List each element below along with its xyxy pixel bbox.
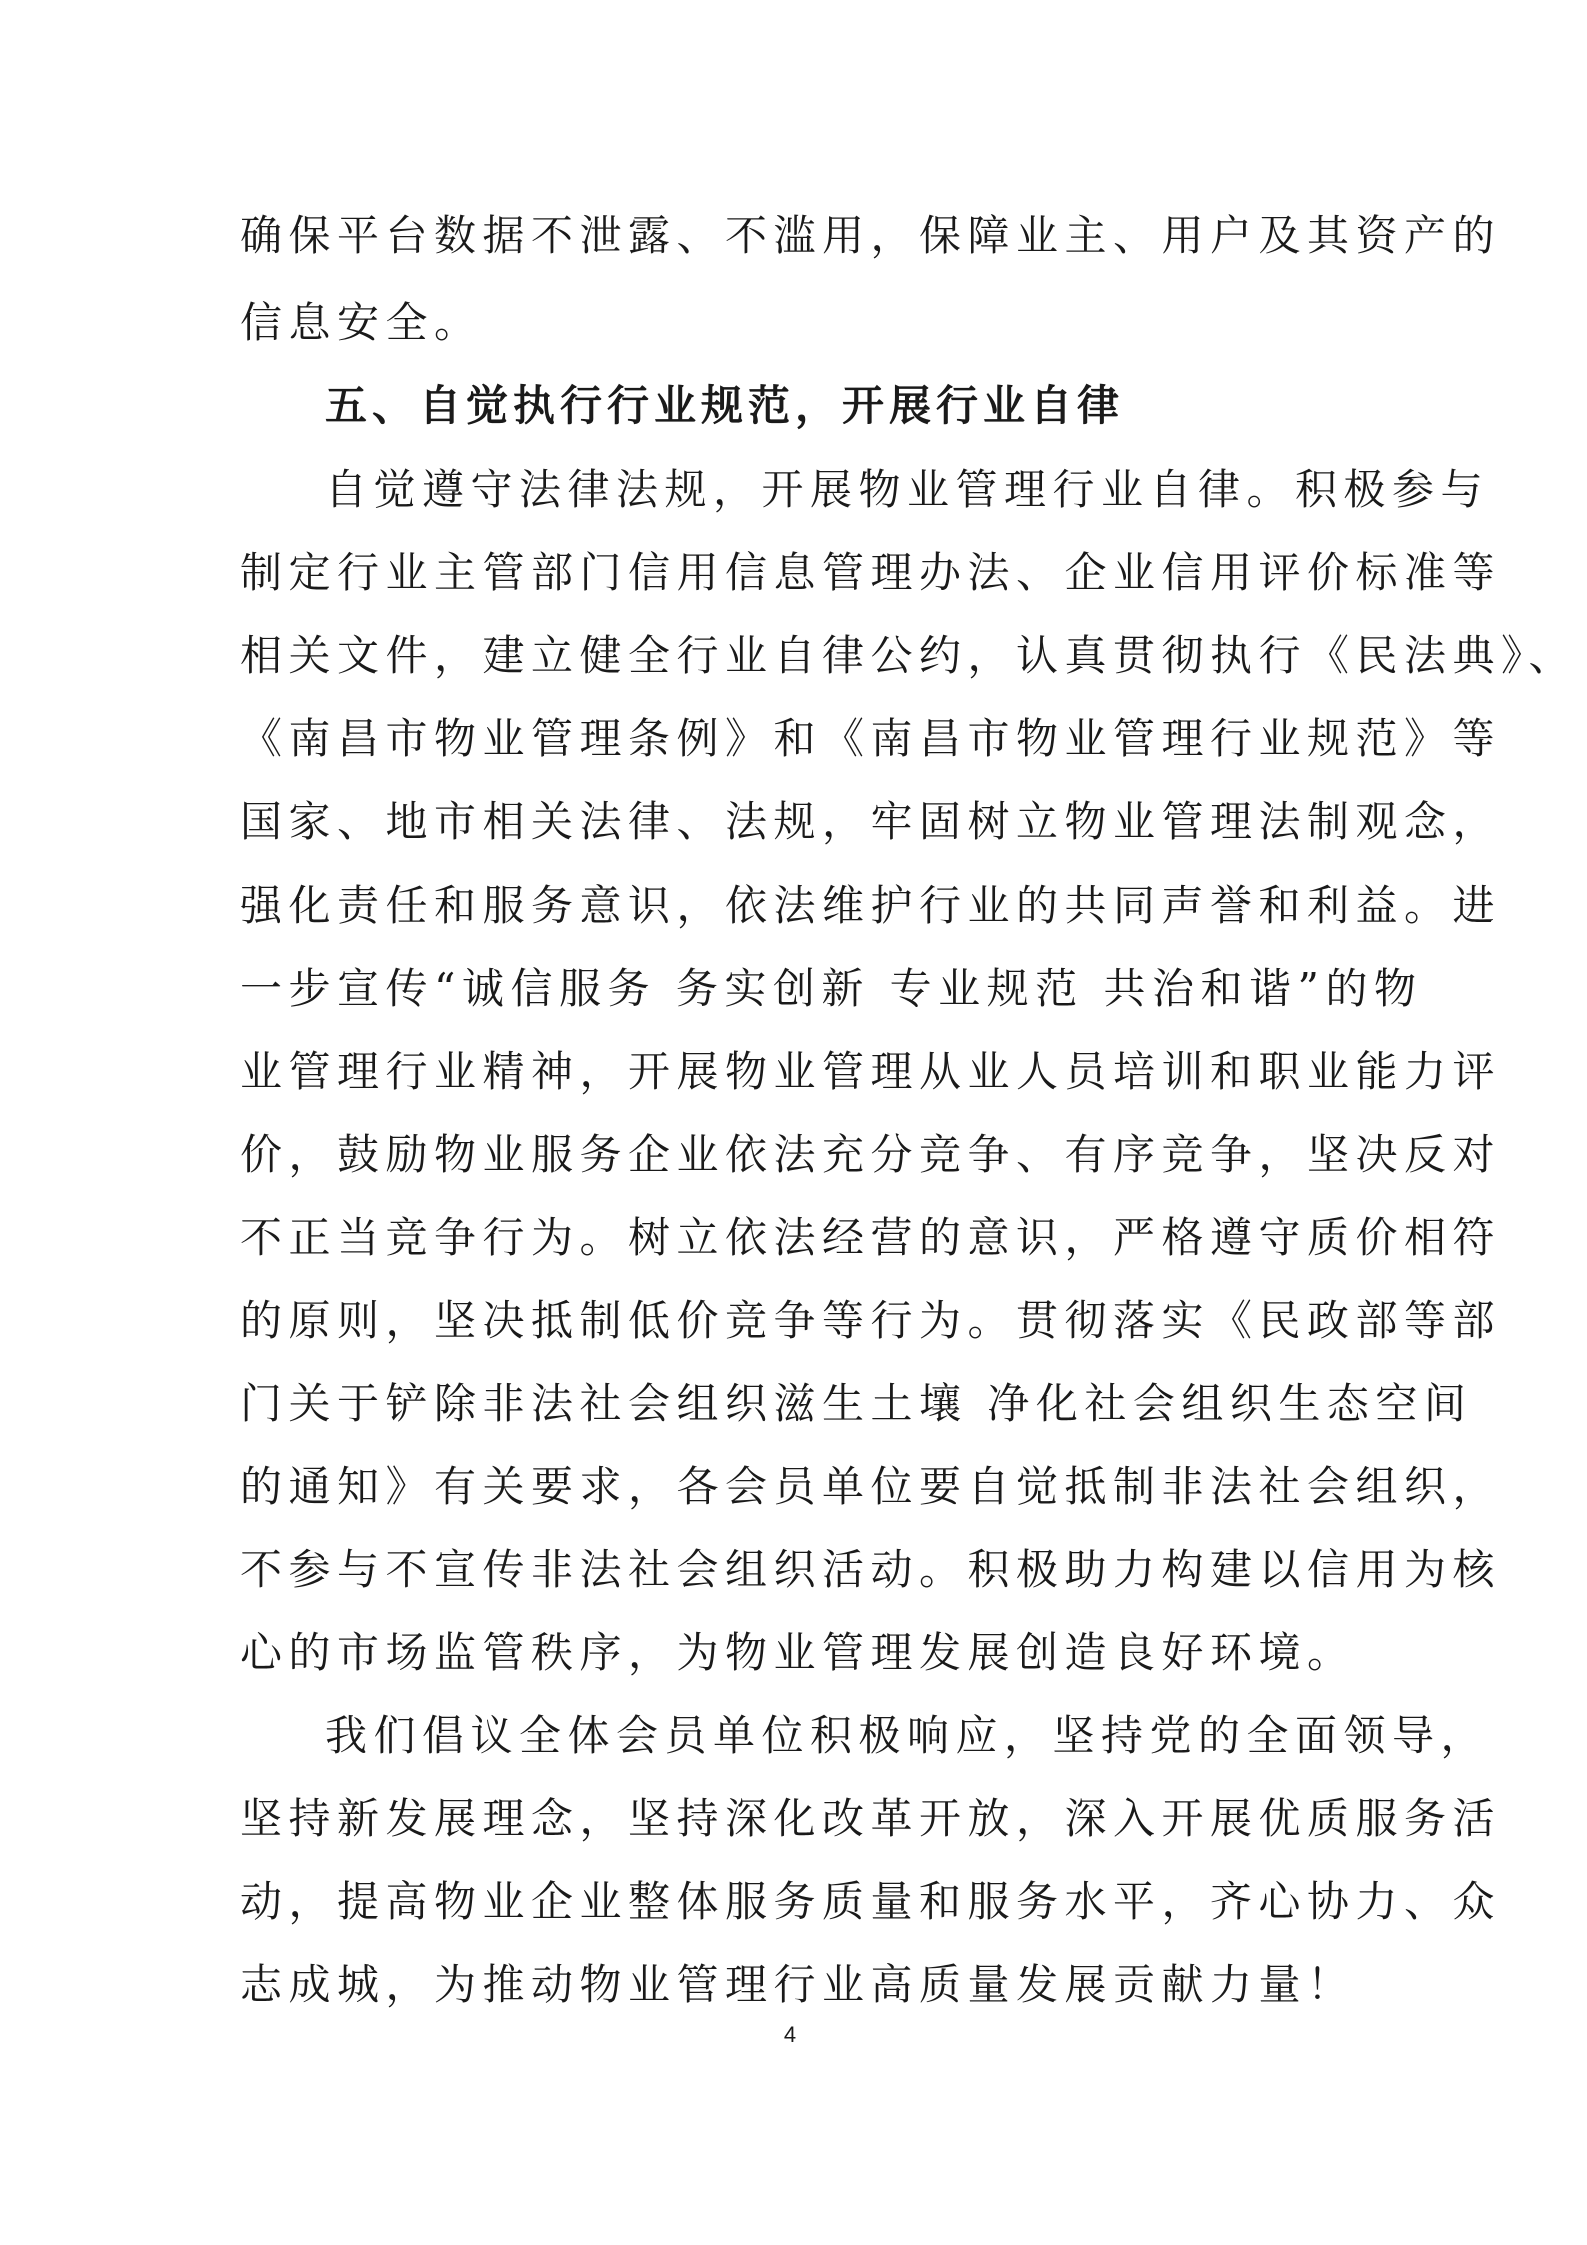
text-line: 强化责任和服务意识，依法维护行业的共同声誉和利益。进 — [240, 881, 1502, 930]
text-line: 国家、地市相关法律、法规，牢固树立物业管理法制观念， — [240, 797, 1502, 846]
text-line: 志成城，为推动物业管理行业高质量发展贡献力量！ — [240, 1960, 1356, 2009]
text-line: 价，鼓励物业服务企业依法充分竞争、有序竞争，坚决反对 — [240, 1130, 1502, 1179]
text-line: 信息安全。 — [240, 298, 483, 347]
text-line: 《南昌市物业管理条例》和《南昌市物业管理行业规范》等 — [240, 714, 1502, 763]
page-number: 4 — [783, 2022, 797, 2047]
text-line: 心的市场监管秩序，为物业管理发展创造良好环境。 — [240, 1628, 1356, 1677]
text-line: 不正当竞争行为。树立依法经营的意识，严格遵守质价相符 — [240, 1213, 1502, 1262]
text-line: 门关于铲除非法社会组织滋生土壤 净化社会组织生态空间 — [240, 1379, 1473, 1428]
text-line: 动，提高物业企业整体服务质量和服务水平，齐心协力、众 — [240, 1877, 1502, 1926]
text-line: 坚持新发展理念，坚持深化改革开放，深入开展优质服务活 — [240, 1794, 1502, 1843]
text-line: 一步宣传“诚信服务 务实创新 专业规范 共治和谐”的物 — [240, 964, 1423, 1013]
text-line: 自觉遵守法律法规，开展物业管理行业自律。积极参与 — [325, 465, 1490, 514]
text-line: 我们倡议全体会员单位积极响应，坚持党的全面领导， — [325, 1711, 1490, 1760]
text-line: 相关文件，建立健全行业自律公约，认真贯彻执行《民法典》、 — [240, 631, 1578, 680]
text-line: 业管理行业精神，开展物业管理从业人员培训和职业能力评 — [240, 1047, 1502, 1096]
text-line: 的原则，坚决抵制低价竞争等行为。贯彻落实《民政部等部 — [240, 1296, 1502, 1345]
text-line: 的通知》有关要求，各会员单位要自觉抵制非法社会组织， — [240, 1462, 1502, 1511]
text-line: 不参与不宣传非法社会组织活动。积极助力构建以信用为核 — [240, 1545, 1502, 1594]
section-heading: 五、自觉执行行业规范，开展行业自律 — [325, 381, 1125, 430]
text-line: 确保平台数据不泄露、不滥用，保障业主、用户及其资产的 — [240, 211, 1502, 260]
text-line: 制定行业主管部门信用信息管理办法、企业信用评价标准等 — [240, 548, 1502, 597]
